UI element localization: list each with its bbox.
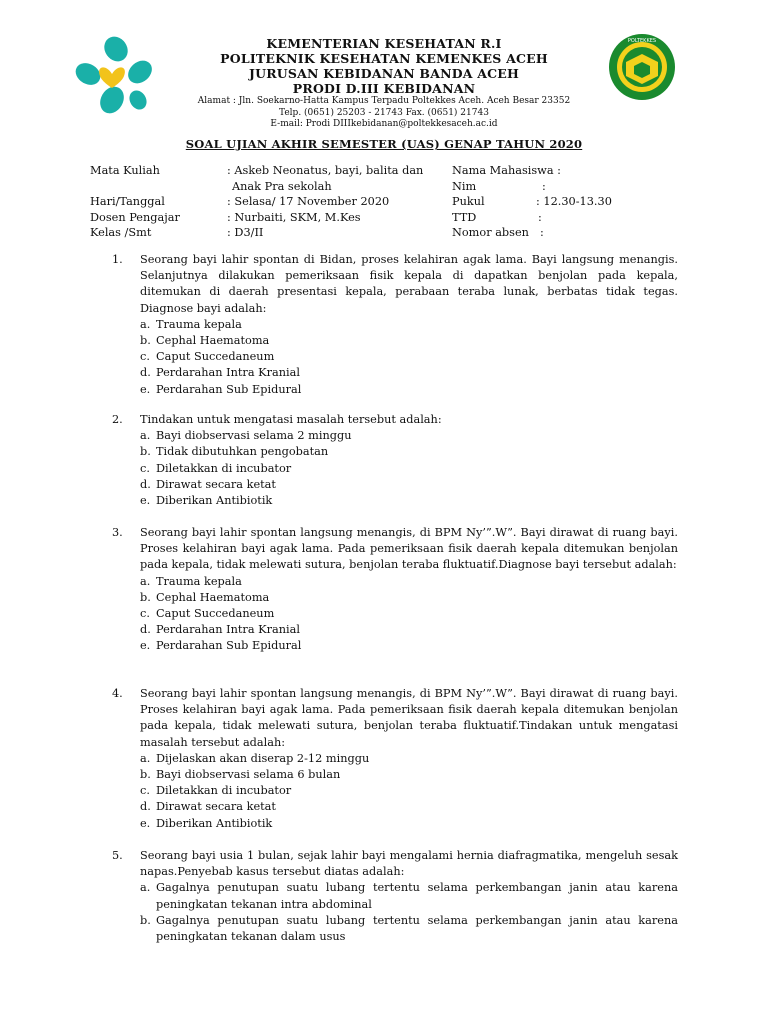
question-4 (112, 686, 678, 832)
question-text: Tindakan untuk mengatasi masalah tersebut adalah: (140, 413, 442, 426)
option-letter: e. (140, 382, 151, 396)
info-label: TTD (452, 210, 477, 224)
option-text: Gagalnya penutupan suatu lubang tertentu selama perkembangan janin atau karena peningkatan tekanan intra abdominal (156, 881, 678, 911)
answer-option (140, 816, 678, 832)
info-label: Nama Mahasiswa : (452, 164, 561, 177)
option-letter: e. (140, 494, 151, 508)
option-text: Perdarahan Intra Kranial (156, 623, 300, 637)
option-letter: c. (140, 350, 150, 364)
answer-option (140, 428, 678, 444)
answer-option (140, 574, 678, 590)
question-2 (112, 412, 678, 509)
option-text: Caput Succedaneum (156, 607, 275, 621)
option-text: Diletakkan di incubator (156, 784, 292, 798)
option-letter: d. (140, 366, 151, 380)
option-letter: c. (140, 461, 150, 475)
info-value: : Nurbaiti, SKM, M.Kes (227, 210, 361, 224)
answer-option (140, 606, 678, 622)
info-row (452, 194, 682, 210)
option-text: Bayi diobservasi selama 6 bulan (156, 768, 341, 782)
option-letter: e. (140, 639, 151, 653)
option-text: Perdarahan Sub Epidural (156, 639, 302, 653)
info-row (452, 163, 682, 179)
option-letter: d. (140, 800, 151, 814)
info-value: : Selasa/ 17 November 2020 (227, 195, 390, 209)
option-letter: a. (140, 429, 151, 443)
option-text: Perdarahan Sub Epidural (156, 382, 302, 396)
option-text: Bayi diobservasi selama 2 minggu (156, 429, 352, 443)
option-text: Perdarahan Intra Kranial (156, 366, 300, 380)
info-row (90, 210, 440, 226)
answer-option (140, 317, 678, 333)
answer-option (140, 913, 678, 945)
answer-option (140, 622, 678, 638)
answer-option (140, 751, 678, 767)
question-number: 1. (112, 253, 123, 266)
question-5 (112, 848, 678, 945)
email-line: E-mail: Prodi DIIIkebidanan@poltekkesaceh.ac.id (270, 119, 498, 129)
info-value: : (540, 226, 544, 240)
phone-line: Telp. (0651) 25203 - 21743 Fax. (0651) 21743 (279, 107, 489, 118)
info-label: Mata Kuliah (90, 164, 160, 177)
answer-option (140, 880, 678, 912)
question-number: 2. (112, 413, 123, 426)
info-value: : (538, 210, 542, 224)
answer-option (140, 638, 678, 654)
info-row (90, 163, 440, 179)
info-value: Anak Pra sekolah (232, 179, 332, 193)
option-text: Tidak dibutuhkan pengobatan (156, 445, 329, 459)
address-line: Alamat : Jln. Soekarno-Hatta Kampus Terpadu Poltekkes Aceh. Aceh Besar 23352 (197, 96, 571, 106)
poltekkes-logo-icon (606, 32, 678, 102)
option-text: Trauma kepala (156, 317, 242, 331)
option-letter: d. (140, 623, 151, 637)
option-letter: b. (140, 445, 151, 459)
answer-option (140, 444, 678, 460)
info-row (90, 225, 440, 241)
option-letter: c. (140, 784, 150, 798)
option-text: Diletakkan di incubator (156, 461, 292, 475)
option-letter: a. (140, 317, 151, 331)
answer-option (140, 461, 678, 477)
answer-option (140, 799, 678, 815)
answer-option (140, 382, 678, 398)
option-text: Diberikan Antibiotik (156, 816, 273, 830)
option-letter: a. (140, 881, 151, 895)
department-name: JURUSAN KEBIDANAN BANDA ACEH (248, 66, 520, 81)
option-letter: c. (140, 607, 150, 621)
option-text: Diberikan Antibiotik (156, 494, 273, 508)
info-value: : (542, 179, 546, 193)
info-row (452, 179, 682, 195)
info-row (90, 194, 440, 210)
question-number: 4. (112, 687, 123, 700)
info-value: : Askeb Neonatus, bayi, balita dan (227, 164, 424, 177)
answer-option (140, 590, 678, 606)
exam-title: SOAL UJIAN AKHIR SEMESTER (UAS) GENAP TAHUN 2020 (185, 137, 583, 151)
option-text: Dijelaskan akan diserap 2-12 minggu (156, 751, 370, 765)
info-row (90, 179, 440, 195)
question-3 (112, 525, 678, 655)
question-number: 3. (112, 526, 123, 539)
info-label: Kelas /Smt (90, 226, 152, 240)
answer-option (140, 365, 678, 381)
info-label: Dosen Pengajar (90, 210, 180, 224)
option-letter: b. (140, 334, 151, 348)
question-text: Seorang bayi lahir spontan langsung menangis, di BPM Ny’”.W”. Bayi dirawat di ruang bayi. Proses kelahiran bayi agak lama. Pada pemeriksaan fisik daerah kepala ditemukan benjolan pada kepala, tidak melewati sutura, benjolan teraba fluktuatif.Tindakan untuk mengatasi masalah tersebut adalah: (140, 687, 678, 749)
info-row (452, 225, 682, 241)
option-text: Gagalnya penutupan suatu lubang tertentu selama perkembangan janin atau karena peningkatan tekanan dalam usus (156, 913, 678, 944)
question-number: 5. (112, 849, 123, 862)
option-text: Caput Succedaneum (156, 350, 275, 364)
info-row (452, 210, 682, 226)
info-label: Nomor absen (452, 226, 529, 240)
option-text: Dirawat secara ketat (156, 800, 276, 814)
option-text: Cephal Haematoma (156, 590, 270, 604)
kemenkes-logo-icon (72, 34, 156, 118)
option-letter: a. (140, 751, 151, 765)
question-1 (112, 252, 678, 398)
ministry-name: KEMENTERIAN KESEHATAN R.I (266, 36, 502, 51)
info-label: Hari/Tanggal (90, 195, 165, 209)
question-text: Seorang bayi usia 1 bulan, sejak lahir bayi mengalami hernia diafragmatika, mengeluh sesak napas.Penyebab kasus tersebut diatas adalah: (140, 849, 678, 879)
option-letter: b. (140, 768, 151, 782)
answer-option (140, 333, 678, 349)
question-text: Seorang bayi lahir spontan di Bidan, proses kelahiran agak lama. Bayi langsung menangis. Selanjutnya dilakukan pemeriksaan fisik kepala di dapatkan benjolan pada kepala, ditemukan di daerah presentasi kepala, perabaan teraba lunak, berbatas tidak tegas. Diagnose bayi adalah: (140, 253, 678, 315)
info-label: Pukul (452, 195, 485, 209)
answer-option (140, 349, 678, 365)
option-text: Cephal Haematoma (156, 334, 270, 348)
answer-option (140, 493, 678, 509)
option-letter: e. (140, 816, 151, 830)
info-value: : D3/II (227, 226, 264, 240)
answer-option (140, 477, 678, 493)
answer-option (140, 767, 678, 783)
answer-option (140, 783, 678, 799)
institution-name: POLITEKNIK KESEHATAN KEMENKES ACEH (220, 51, 548, 66)
info-value: : 12.30-13.30 (536, 195, 612, 209)
option-text: Dirawat secara ketat (156, 477, 276, 491)
option-letter: b. (140, 913, 151, 927)
option-letter: d. (140, 477, 151, 491)
program-name: PRODI D.III KEBIDANAN (292, 81, 476, 96)
exam-info-left (90, 163, 440, 241)
svg-text:POLTEKKES: POLTEKKES (627, 38, 657, 44)
exam-info-right (452, 163, 682, 241)
option-letter: a. (140, 574, 151, 588)
option-letter: b. (140, 590, 151, 604)
info-label: Nim (452, 179, 477, 193)
letterhead (176, 36, 592, 131)
option-text: Trauma kepala (156, 574, 242, 588)
question-text: Seorang bayi lahir spontan langsung menangis, di BPM Ny’”.W”. Bayi dirawat di ruang bayi. Proses kelahiran bayi agak lama. Pada pemeriksaan fisik daerah kepala ditemukan benjolan pada kepala, tidak melewati sutura, benjolan teraba fluktuatif.Diagnose bayi tersebut adalah: (140, 526, 678, 572)
